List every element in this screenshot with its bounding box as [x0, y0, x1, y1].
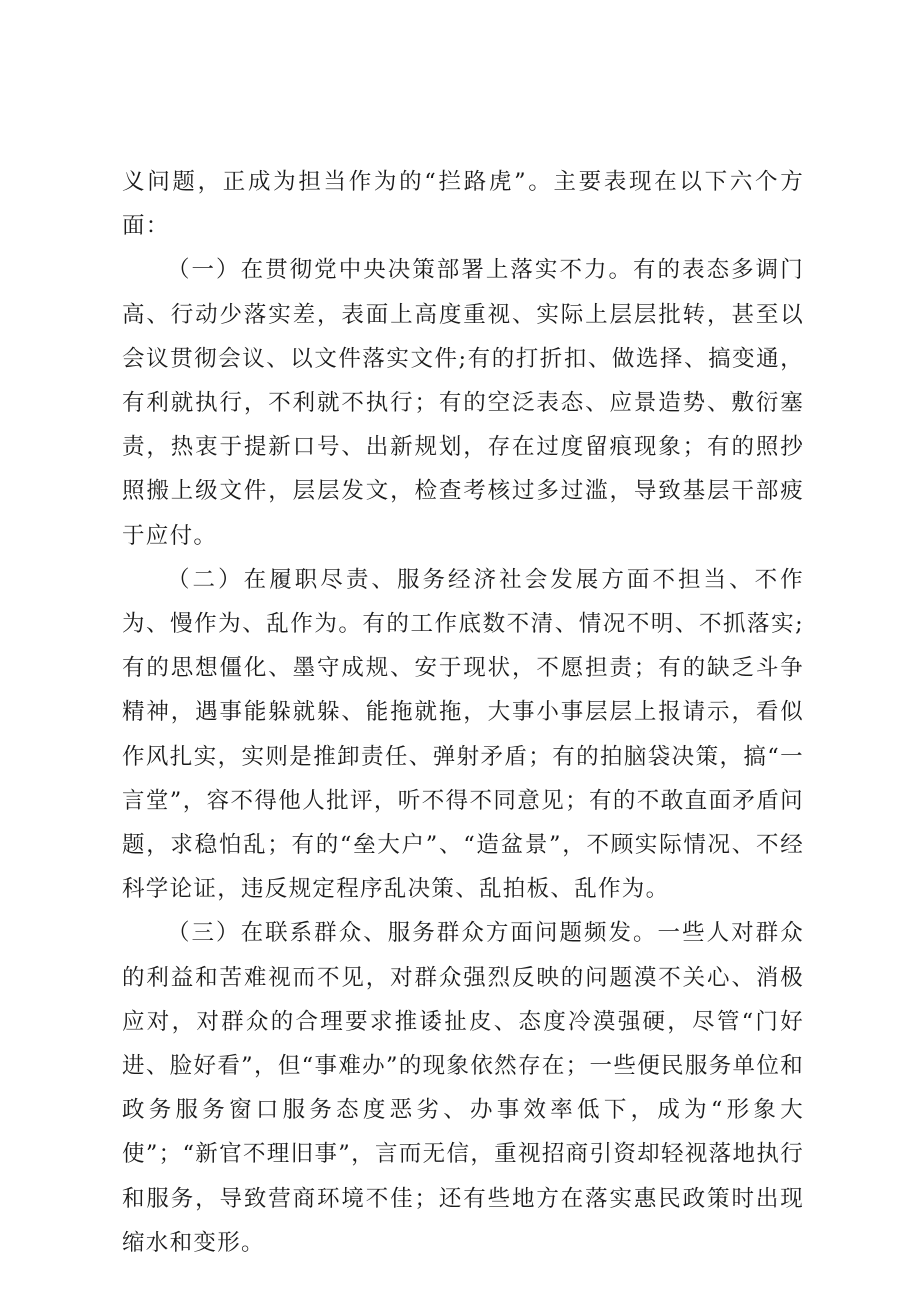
document-body [122, 160, 804, 1265]
paragraph-section-one: （一）在贯彻党中央决策部署上落实不力。有的表态多调门高、行动少落实差，表面上高度重视、实际上层层批转，甚至以会议贯彻会议、以文件落实文件;有的打折扣、做选择、搞变通，有利就执行，不利就不执行；有的空泛表态、应景造势、敷衍塞责，热衷于提新口号、出新规划，存在过度留痕现象；有的照抄照搬上级文件，层层发文，检查考核过多过滥，导致基层干部疲于应付。 [122, 257, 804, 549]
paragraph-section-two: （二）在履职尽责、服务经济社会发展方面不担当、不作为、慢作为、乱作为。有的工作底数不清、情况不明、不抓落实;有的思想僵化、墨守成规、安于现状，不愿担责；有的缺乏斗争精神，遇事能躲就躲、能拖就拖，大事小事层层上报请示，看似作风扎实，实则是推卸责任、弹射矛盾；有的拍脑袋决策，搞“一言堂”，容不得他人批评，听不得不同意见；有的不敢直面矛盾问题，求稳怕乱；有的“垒大户”、“造盆景”，不顾实际情况、不经科学论证，违反规定程序乱决策、乱拍板、乱作为。 [122, 566, 804, 903]
paragraph-intro-continuation: 义问题，正成为担当作为的“拦路虎”。主要表现在以下六个方面： [122, 169, 804, 240]
paragraph-section-three: （三）在联系群众、服务群众方面问题频发。一些人对群众的利益和苦难视而不见，对群众强烈反映的问题漠不关心、消极应对，对群众的合理要求推诿扯皮、态度冷漠强硬，尽管“门好进、脸好看”，但“事难办”的现象依然存在；一些便民服务单位和政务服务窗口服务态度恶劣、办事效率低下，成为“形象大使”；“新官不理旧事”，言而无信，重视招商引资却轻视落地执行和服务，导致营商环境不佳；还有些地方在落实惠民政策时出现缩水和变形。 [122, 920, 804, 1256]
